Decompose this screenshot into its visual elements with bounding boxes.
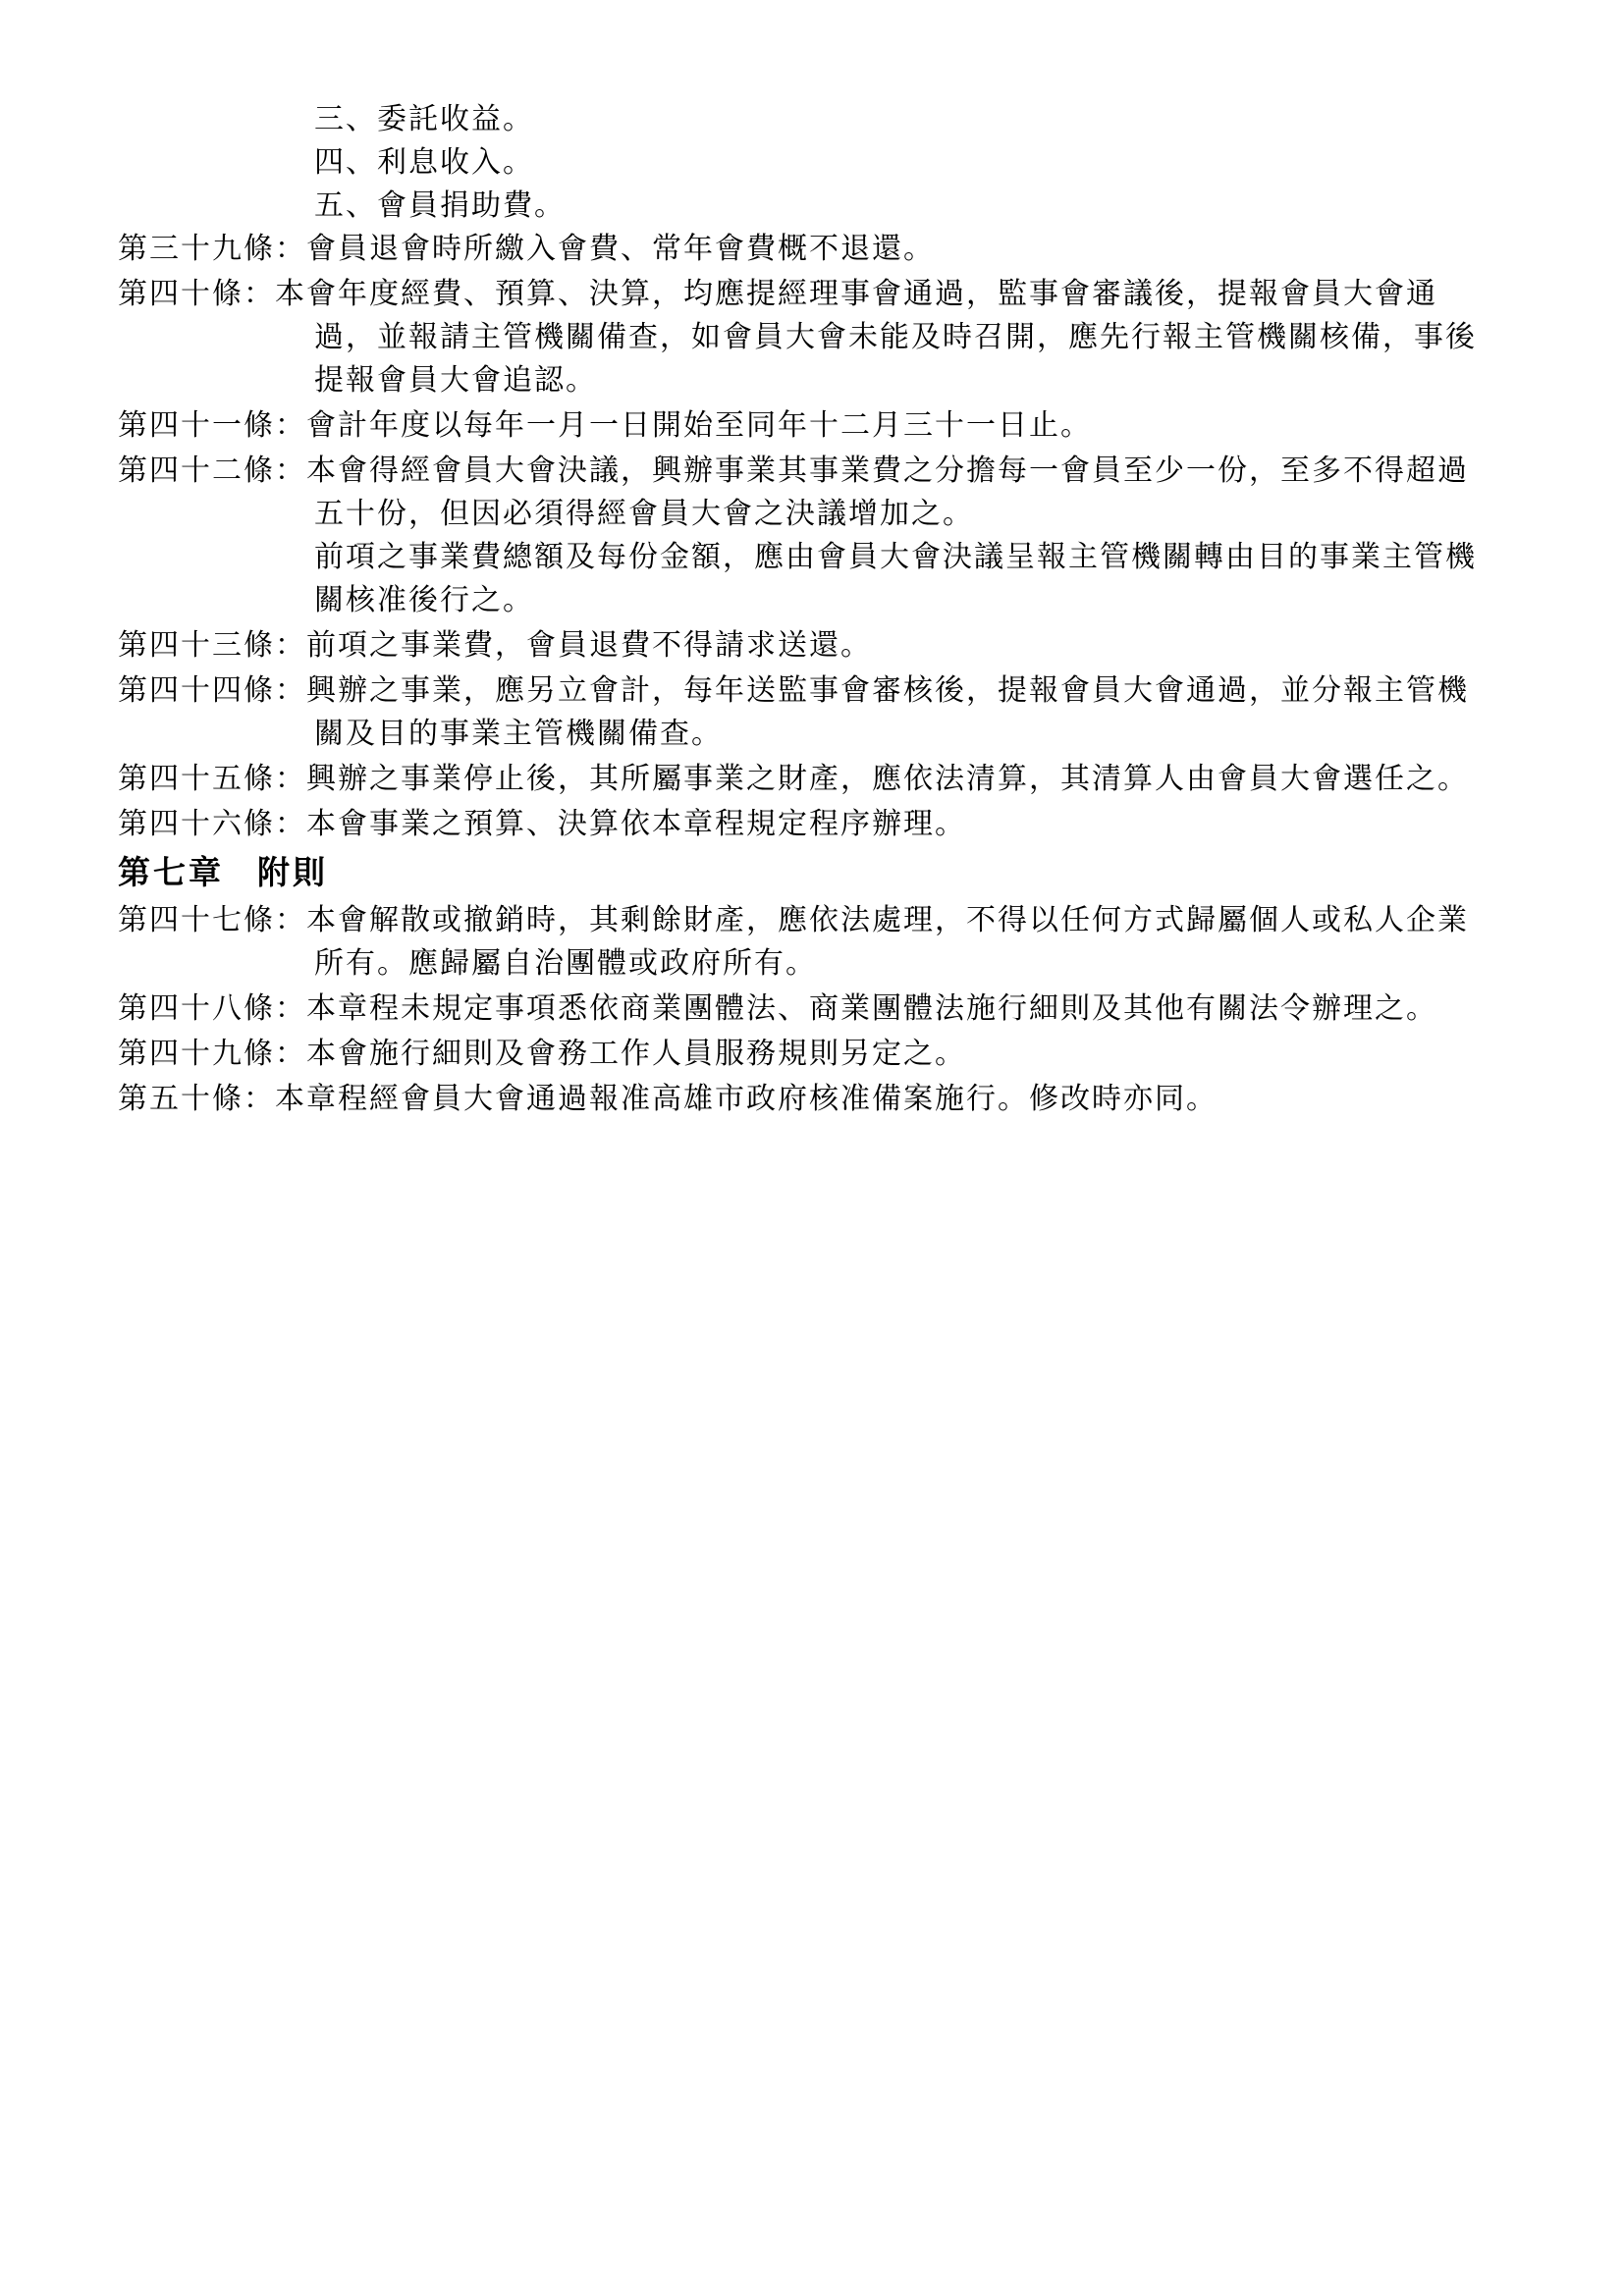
article-label: 第四十五條：	[118, 762, 306, 796]
article-label: 第四十二條：	[118, 454, 306, 488]
article-label: 第四十條：	[118, 277, 275, 311]
article-text: 本章程經會員大會通過報准高雄市政府核准備案施行。修改時亦同。	[275, 1082, 1218, 1116]
article-49	[118, 1033, 1532, 1076]
article-41	[118, 404, 1532, 448]
article-45	[118, 758, 1532, 801]
list-item: 五、會員捐助費。	[314, 188, 566, 223]
article-39	[118, 228, 1532, 271]
article-text: 本章程未規定事項悉依商業團體法、商業團體法施行細則及其他有關法令辦理之。	[306, 991, 1437, 1026]
article-48	[118, 988, 1532, 1031]
article-label: 第四十八條：	[118, 991, 306, 1026]
article-text-continued: 提報會員大會追認。	[314, 363, 597, 398]
article-text-continued: 所有。應歸屬自治團體或政府所有。	[314, 946, 817, 981]
article-47	[118, 899, 1532, 986]
article-label: 第五十條：	[118, 1082, 275, 1116]
article-text: 會員退會時所繳入會費、常年會費概不退還。	[306, 232, 935, 266]
article-text-continued: 前項之事業費總額及每份金額，應由會員大會決議呈報主管機關轉由目的事業主管機	[314, 540, 1477, 574]
article-text: 本會事業之預算、決算依本章程規定程序辦理。	[306, 807, 966, 841]
article-label: 第四十四條：	[118, 673, 306, 708]
document-page	[118, 98, 1532, 1123]
chapter-number: 第七章	[118, 853, 224, 891]
article-text-continued: 關核准後行之。	[314, 583, 534, 617]
article-40	[118, 273, 1532, 402]
article-label: 第三十九條：	[118, 232, 306, 266]
article-text: 本會年度經費、預算、決算，均應提經理事會通過，監事會審議後，提報會員大會通	[275, 277, 1437, 311]
article-text-continued: 關及目的事業主管機關備查。	[314, 717, 723, 751]
article-text: 本會施行細則及會務工作人員服務規則另定之。	[306, 1037, 966, 1071]
article-label: 第四十九條：	[118, 1037, 306, 1071]
article-44	[118, 669, 1532, 756]
article-text: 前項之事業費，會員退費不得請求送還。	[306, 628, 872, 663]
article-label: 第四十六條：	[118, 807, 306, 841]
list-item: 四、利息收入。	[314, 145, 534, 180]
article-text: 本會得經會員大會決議，興辦事業其事業費之分擔每一會員至少一份，至多不得超過	[306, 454, 1469, 488]
article-label: 第四十七條：	[118, 903, 306, 937]
list-item: 三、委託收益。	[314, 102, 534, 136]
article-50	[118, 1078, 1532, 1121]
article-46	[118, 803, 1532, 846]
article-label: 第四十三條：	[118, 628, 306, 663]
article-42	[118, 450, 1532, 622]
chapter-title: 附則	[257, 853, 328, 891]
article-43	[118, 624, 1532, 667]
article-text: 興辦之事業，應另立會計，每年送監事會審核後，提報會員大會通過，並分報主管機	[306, 673, 1469, 708]
article-label: 第四十一條：	[118, 408, 306, 443]
article-text-continued: 過，並報請主管機關備查，如會員大會未能及時召開，應先行報主管機關核備，事後	[314, 320, 1477, 354]
chapter-heading	[118, 848, 1532, 897]
article-text: 會計年度以每年一月一日開始至同年十二月三十一日止。	[306, 408, 1092, 443]
article-text: 興辦之事業停止後，其所屬事業之財產，應依法清算，其清算人由會員大會選任之。	[306, 762, 1469, 796]
article-text: 本會解散或撤銷時，其剩餘財產，應依法處理，不得以任何方式歸屬個人或私人企業	[306, 903, 1469, 937]
article-text-continued: 五十份，但因必須得經會員大會之決議增加之。	[314, 497, 974, 531]
